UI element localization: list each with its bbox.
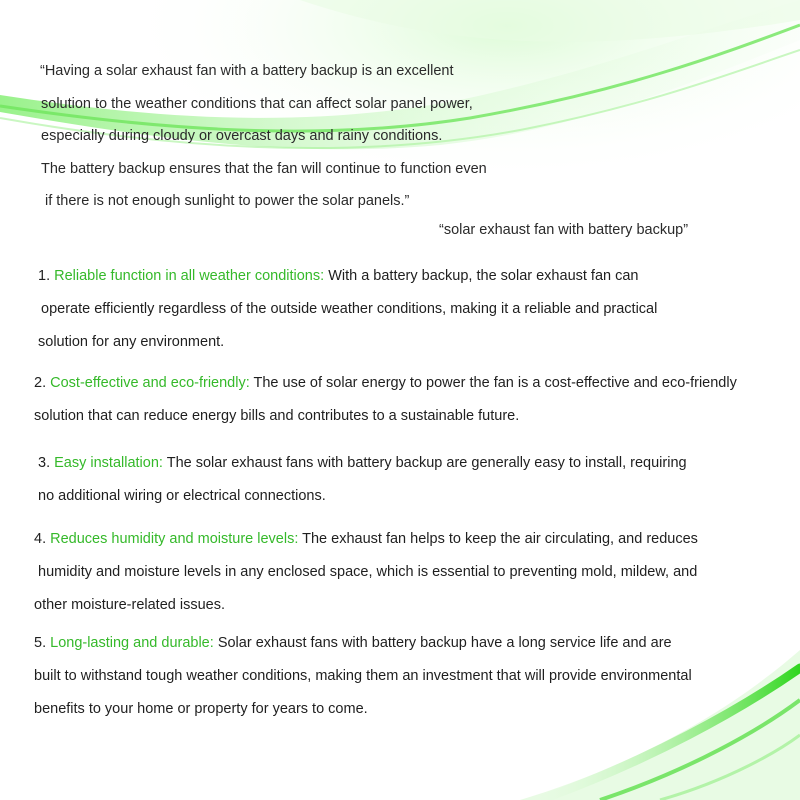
benefit-item: [34, 633, 692, 732]
benefit-line: 3. Easy installation: The solar exhaust fans with battery backup are generally easy to install, requiring: [38, 455, 687, 471]
benefit-heading: Reliable function in all weather conditions:: [54, 268, 325, 284]
benefit-item: [38, 453, 687, 519]
benefit-line: solution that can reduce energy bills and contributes to a sustainable future.: [34, 408, 520, 424]
quote-caption: “solar exhaust fan with battery backup”: [439, 222, 689, 238]
benefit-number: 2.: [34, 375, 47, 391]
benefit-number: 1.: [38, 268, 51, 284]
benefit-line: 5. Long-lasting and durable: Solar exhaust fans with battery backup have a long service life and are: [34, 635, 672, 651]
benefit-line: no additional wiring or electrical connections.: [38, 488, 326, 504]
quote-line: “Having a solar exhaust fan with a battery backup is an excellent: [40, 63, 454, 79]
quote-line: The battery backup ensures that the fan will continue to function even: [41, 161, 487, 177]
quote-line: if there is not enough sunlight to power the solar panels.”: [45, 193, 410, 209]
benefit-heading: Cost-effective and eco-friendly:: [50, 375, 250, 391]
benefit-line: other moisture-related issues.: [34, 597, 225, 613]
benefit-item: [38, 266, 657, 365]
benefit-line: humidity and moisture levels in any enclosed space, which is essential to preventing mold, mildew, and: [38, 564, 698, 580]
benefit-item: [34, 373, 737, 439]
benefit-line: operate efficiently regardless of the outside weather conditions, making it a reliable and practical: [41, 301, 658, 317]
quote-line: solution to the weather conditions that can affect solar panel power,: [41, 96, 473, 112]
benefit-line: benefits to your home or property for years to come.: [34, 701, 368, 717]
benefit-item: [34, 529, 698, 628]
benefit-line: solution for any environment.: [38, 334, 225, 350]
benefit-line: 1. Reliable function in all weather conditions: With a battery backup, the solar exhaust fan can: [38, 268, 639, 284]
quote-line: especially during cloudy or overcast days and rainy conditions.: [41, 128, 443, 144]
benefit-number: 5.: [34, 635, 47, 651]
benefit-number: 3.: [38, 455, 51, 471]
benefit-heading: Long-lasting and durable:: [50, 635, 214, 651]
benefit-line: built to withstand tough weather conditions, making them an investment that will provide environmental: [34, 668, 692, 684]
benefit-number: 4.: [34, 531, 47, 547]
benefit-line: 4. Reduces humidity and moisture levels: The exhaust fan helps to keep the air circulating, and reduces: [34, 531, 698, 547]
benefit-heading: Reduces humidity and moisture levels:: [50, 531, 299, 547]
benefit-line: 2. Cost-effective and eco-friendly: The use of solar energy to power the fan is a cost-effective and eco-friendly: [34, 375, 737, 391]
benefit-heading: Easy installation:: [54, 455, 163, 471]
